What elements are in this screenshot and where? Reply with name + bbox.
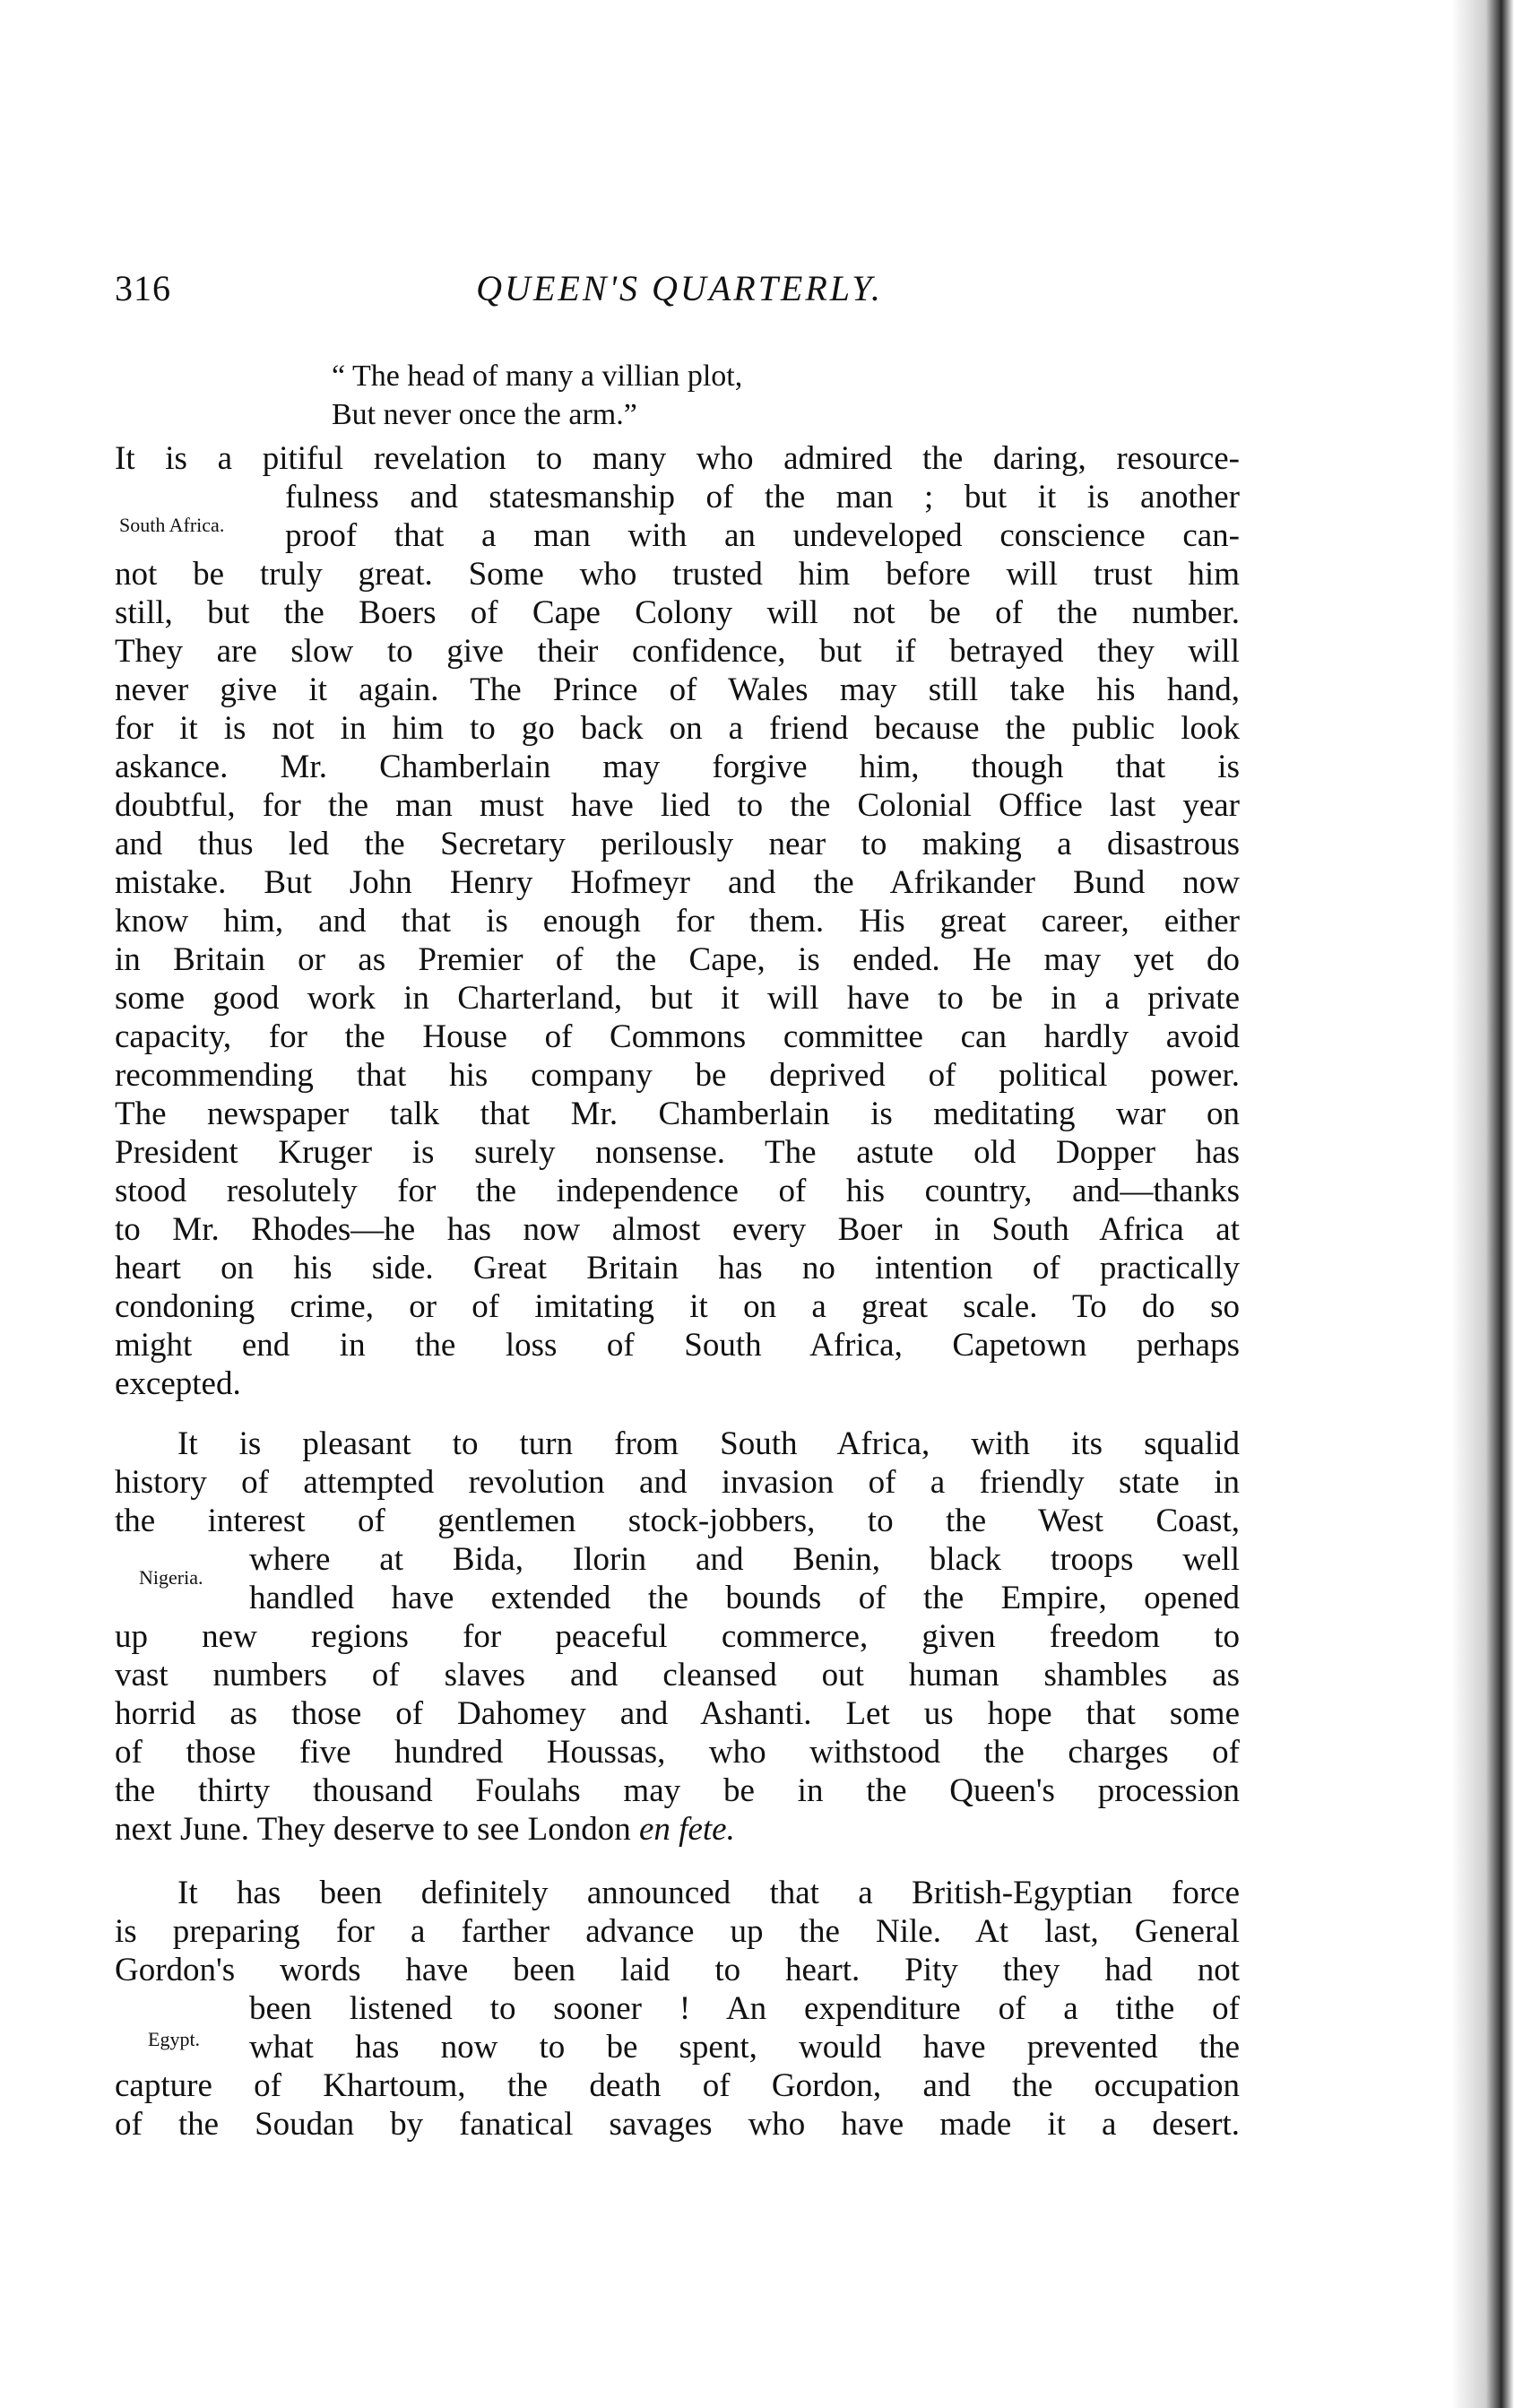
text-line: what has now to be spent, would have prevented the [249, 2029, 1240, 2066]
paragraph-nigeria [115, 1425, 1240, 1849]
text-line: the thirty thousand Foulahs may be in the Queen's procession [115, 1772, 1240, 1809]
text-line: is preparing for a farther advance up the Nile. At last, General [115, 1913, 1240, 1950]
text-line: condoning crime, or of imitating it on a great scale. To do so [115, 1288, 1240, 1325]
text-line: know him, and that is enough for them. His great career, either [115, 903, 1240, 940]
text-line: for it is not in him to go back on a friend because the public look [115, 710, 1240, 747]
text-line: never give it again. The Prince of Wales may still take his hand, [115, 671, 1240, 708]
text-run: next June. They deserve to see London [115, 1811, 639, 1848]
text-line: capture of Khartoum, the death of Gordon, and the occupation [115, 2067, 1240, 2104]
text-line: recommending that his company be deprived of political power. [115, 1057, 1240, 1094]
italic-phrase: en fete. [639, 1811, 735, 1848]
verse-quotation [332, 357, 742, 434]
text-line: It is pleasant to turn from South Africa, with its squalid [177, 1425, 1240, 1462]
text-line: It is a pitiful revelation to many who admired the daring, resource- [115, 440, 1240, 477]
text-line: Gordon's words have been laid to heart. Pity they had not [115, 1952, 1240, 1988]
text-line: President Kruger is surely nonsense. The astute old Dopper has [115, 1134, 1240, 1171]
text-line: the interest of gentlemen stock-jobbers, to the West Coast, [115, 1503, 1240, 1539]
text-line: vast numbers of slaves and cleansed out human shambles as [115, 1657, 1240, 1693]
text-line: It has been definitely announced that a British-Egyptian force [177, 1875, 1240, 1911]
text-line: and thus led the Secretary perilously near to making a disastrous [115, 826, 1240, 862]
text-line: mistake. But John Henry Hofmeyr and the Afrikander Bund now [115, 864, 1240, 901]
sidenote-egypt: Egypt. [148, 2028, 201, 2050]
text-line: They are slow to give their confidence, but if betrayed they will [115, 633, 1240, 670]
text-line: of those five hundred Houssas, who withstood the charges of [115, 1734, 1240, 1771]
text-line: history of attempted revolution and invasion of a friendly state in [115, 1464, 1240, 1501]
paragraph-egypt [115, 1874, 1240, 2144]
text-line: might end in the loss of South Africa, Capetown perhaps [115, 1327, 1240, 1364]
text-line: capacity, for the House of Commons committee can hardly avoid [115, 1018, 1240, 1055]
text-line: proof that a man with an undeveloped conscience can- [285, 517, 1240, 554]
text-line: stood resolutely for the independence of his country, and—thanks [115, 1173, 1240, 1209]
text-line: excepted. [115, 1365, 241, 1402]
text-line: to Mr. Rhodes—he has now almost every Boer in South Africa at [115, 1211, 1240, 1248]
text-line: still, but the Boers of Cape Colony will not be of the number. [115, 594, 1240, 631]
text-line: where at Bida, Ilorin and Benin, black troops well [249, 1541, 1240, 1578]
text-line: in Britain or as Premier of the Cape, is ended. He may yet do [115, 941, 1240, 978]
text-line: heart on his side. Great Britain has no intention of practically [115, 1250, 1240, 1286]
text-line: up new regions for peaceful commerce, given freedom to [115, 1618, 1240, 1655]
verse-line: “ The head of many a villian plot, [332, 359, 743, 393]
page-header [115, 267, 1244, 321]
text-line: The newspaper talk that Mr. Chamberlain is meditating war on [115, 1096, 1240, 1132]
sidenote-nigeria: Nigeria. [139, 1566, 203, 1589]
running-title: QUEEN'S QUARTERLY. [476, 268, 883, 308]
sidenote-south-africa: South Africa. [119, 514, 225, 536]
text-line: handled have extended the bounds of the Empire, opened [249, 1580, 1240, 1616]
text-line: of the Soudan by fanatical savages who have made it a desert. [115, 2106, 1240, 2143]
paragraph-south-africa [115, 439, 1240, 1403]
verse-line: But never once the arm.” [332, 398, 637, 431]
text-line: not be truly great. Some who trusted him before will trust him [115, 556, 1240, 593]
page-number: 316 [115, 268, 171, 308]
text-line: askance. Mr. Chamberlain may forgive him, though that is [115, 749, 1240, 785]
text-line: fulness and statesmanship of the man ; but it is another [285, 479, 1240, 515]
text-line: been listened to sooner ! An expenditure of a tithe of [249, 1990, 1240, 2027]
text-line [115, 1810, 1240, 1849]
text-line: some good work in Charterland, but it will have to be in a private [115, 980, 1240, 1017]
text-line: horrid as those of Dahomey and Ashanti. Let us hope that some [115, 1695, 1240, 1732]
text-line: doubtful, for the man must have lied to the Colonial Office last year [115, 787, 1240, 824]
binding-shadow [1451, 0, 1514, 2408]
